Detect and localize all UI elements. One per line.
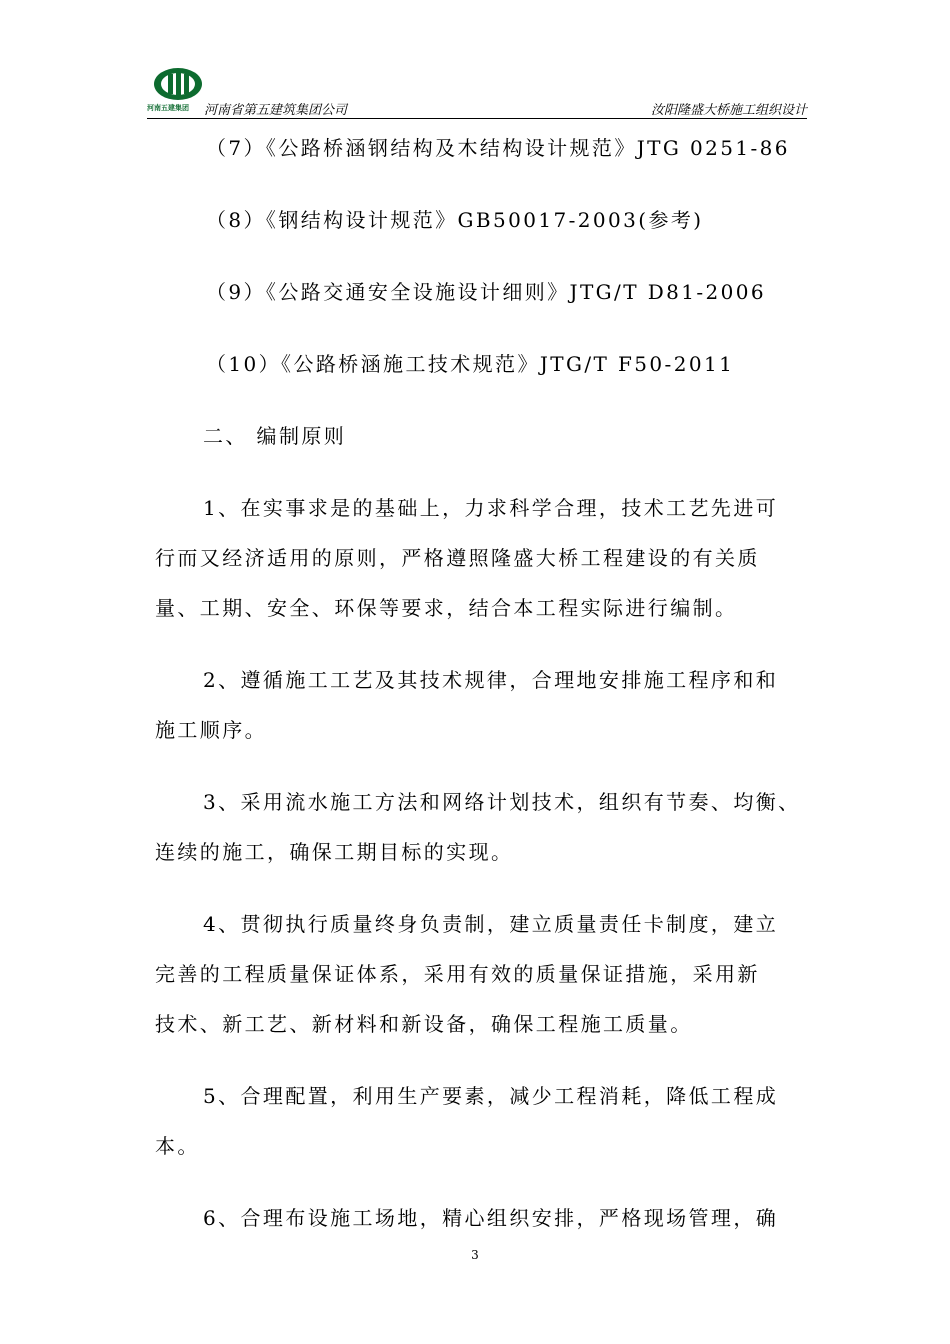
document-title: 汝阳隆盛大桥施工组织设计 xyxy=(650,103,807,118)
company-name: 河南省第五建筑集团公司 xyxy=(204,103,348,118)
paragraph-line: 技术、新工艺、新材料和新设备，确保工程施工质量。 xyxy=(155,1012,693,1036)
paragraph-line: 完善的工程质量保证体系，采用有效的质量保证措施，采用新 xyxy=(155,962,760,986)
header-rule xyxy=(147,118,807,119)
page-header xyxy=(147,66,807,120)
section-heading: 二、 编制原则 xyxy=(203,424,347,448)
paragraph-line: 3、采用流水施工方法和网络计划技术，组织有节奏、均衡、 xyxy=(203,790,801,814)
reference-item-7: （7）《公路桥涵钢结构及木结构设计规范》JTG 0251-86 xyxy=(206,136,790,160)
page-number: 3 xyxy=(471,1248,479,1262)
paragraph-line: 5、合理配置，利用生产要素，减少工程消耗，降低工程成 xyxy=(203,1084,779,1108)
reference-item-10: （10）《公路桥涵施工技术规范》JTG/T F50-2011 xyxy=(206,352,735,376)
paragraph-line: 连续的施工，确保工期目标的实现。 xyxy=(155,840,514,864)
paragraph-line: 行而又经济适用的原则，严格遵照隆盛大桥工程建设的有关质 xyxy=(155,546,760,570)
reference-item-9: （9）《公路交通安全设施设计细则》JTG/T D81-2006 xyxy=(206,280,767,304)
paragraph-line: 1、在实事求是的基础上，力求科学合理，技术工艺先进可 xyxy=(203,496,779,520)
logo-caption: 河南五建集团 xyxy=(147,104,189,112)
paragraph-line: 6、合理布设施工场地，精心组织安排，严格现场管理，确 xyxy=(203,1206,779,1230)
paragraph-line: 本。 xyxy=(155,1134,200,1158)
paragraph-line: 量、工期、安全、环保等要求，结合本工程实际进行编制。 xyxy=(155,596,738,620)
company-logo-icon xyxy=(152,66,204,102)
paragraph-line: 4、贯彻执行质量终身负责制，建立质量责任卡制度，建立 xyxy=(203,912,779,936)
paragraph-line: 2、遵循施工工艺及其技术规律，合理地安排施工程序和和 xyxy=(203,668,779,692)
reference-item-8: （8）《钢结构设计规范》GB50017-2003(参考) xyxy=(206,208,704,232)
paragraph-line: 施工顺序。 xyxy=(155,718,267,742)
